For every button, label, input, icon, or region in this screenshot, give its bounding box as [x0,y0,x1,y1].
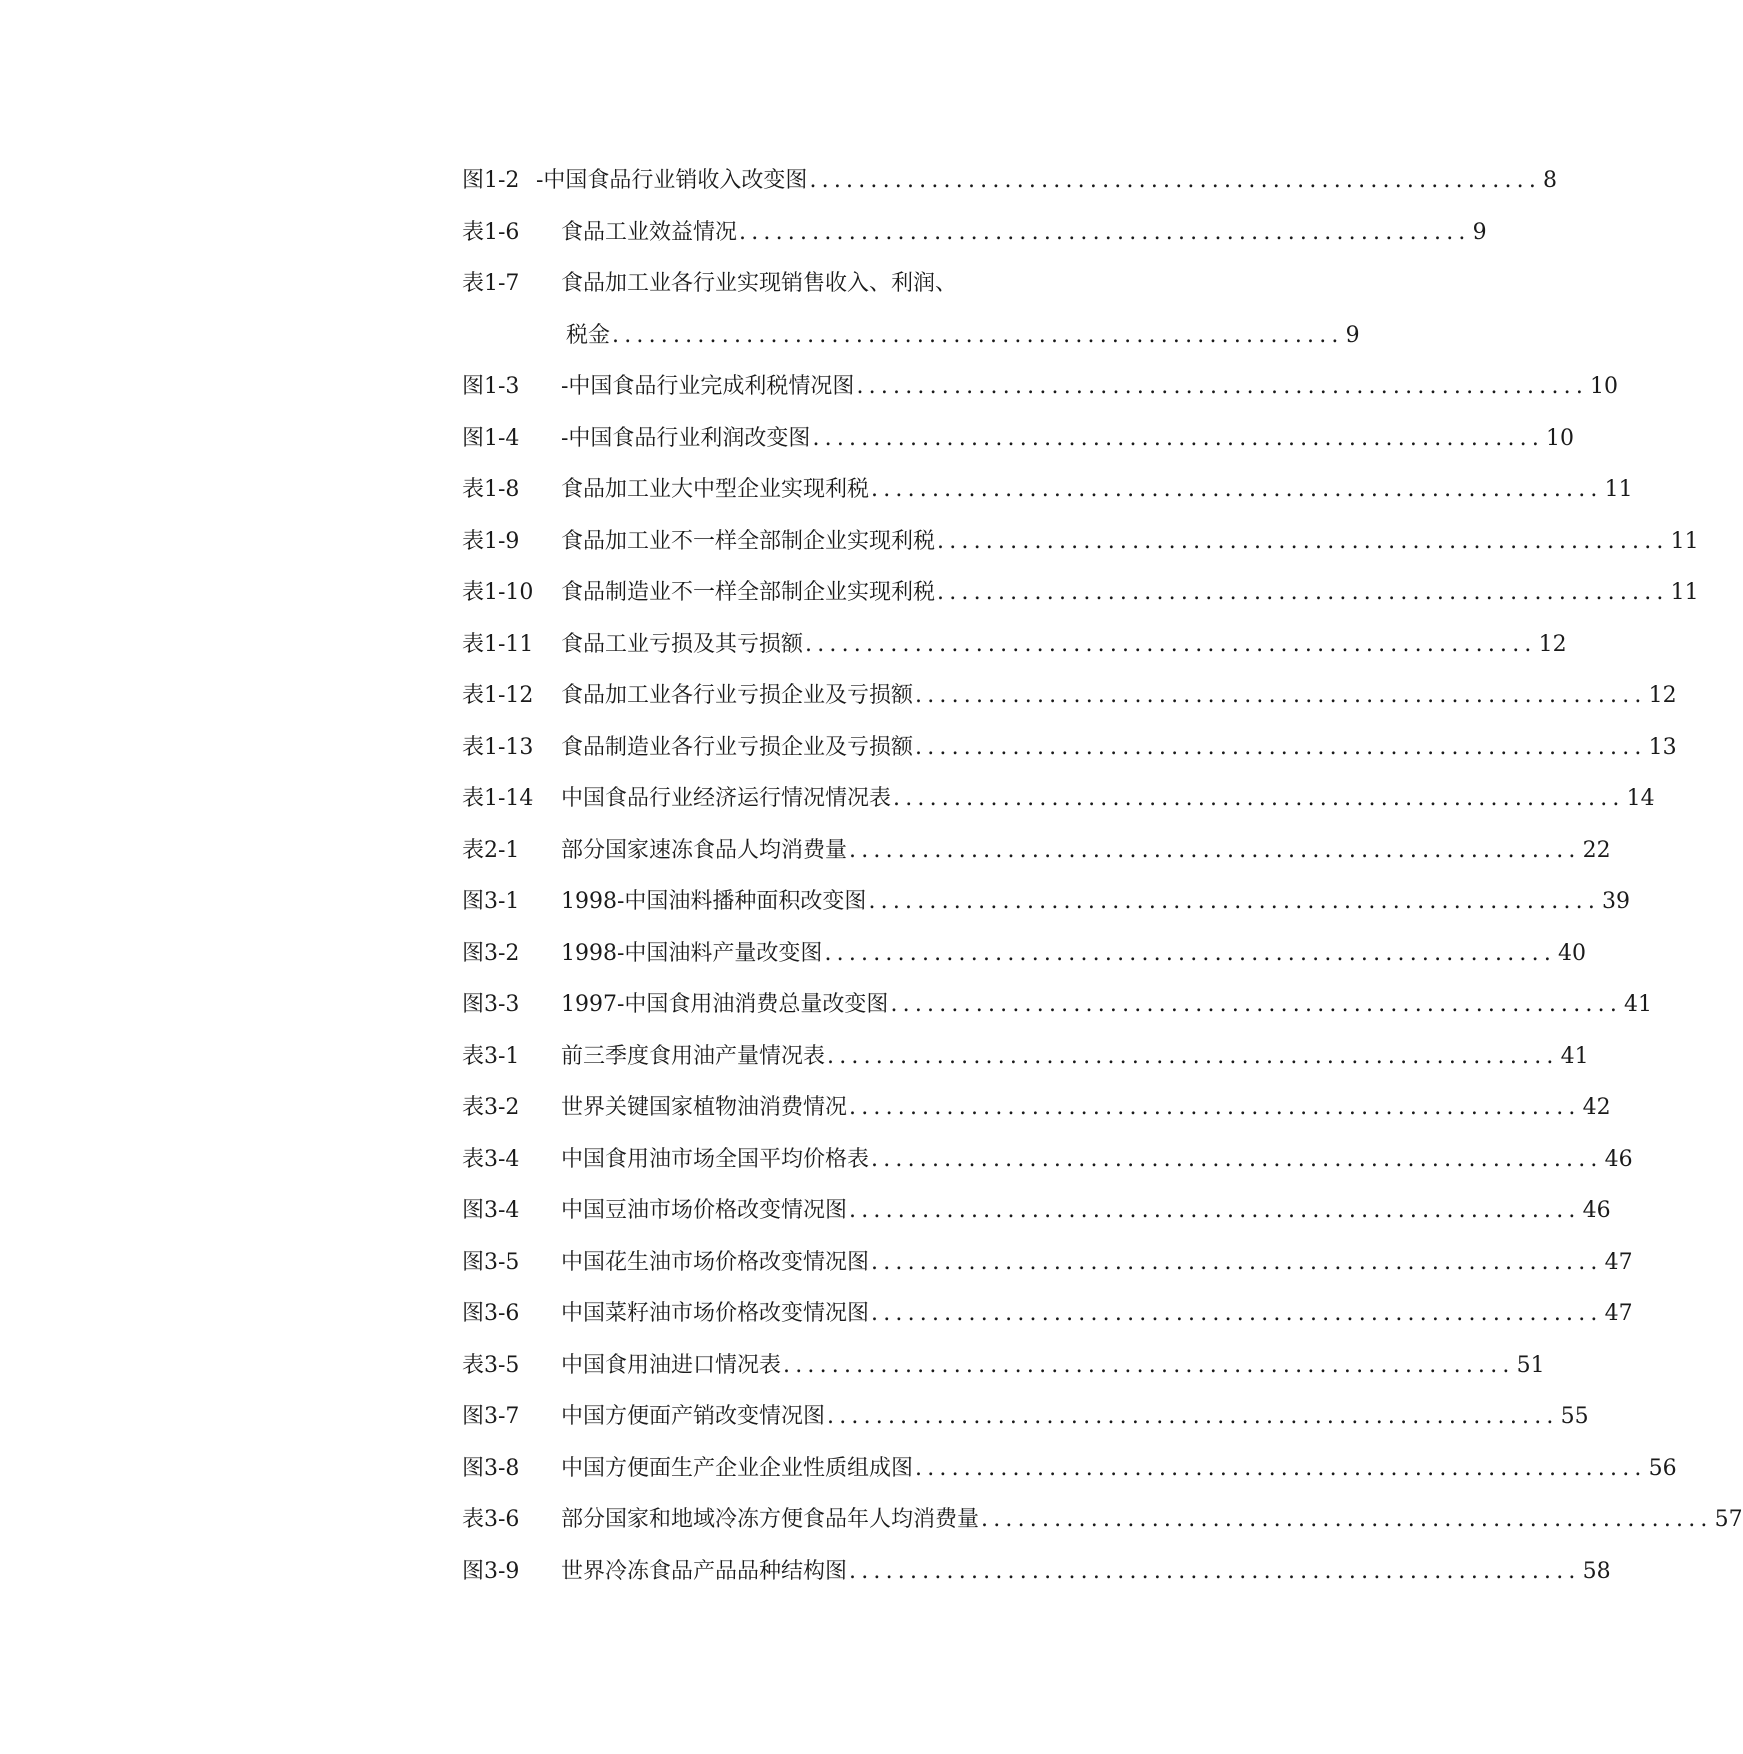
toc-title: 中国食用油市场全国平均价格表 [561,1146,870,1172]
dot-leader: ............................................................ [981,1507,1713,1532]
toc-code: 表3-2 [462,1095,520,1120]
toc-entry-text [561,683,1677,709]
toc-page-number: 13 [1648,734,1677,760]
toc-page-number: 11 [1670,528,1699,554]
toc-entry [0,786,1655,838]
dot-leader: ............................................................ [849,1198,1581,1223]
dot-leader: ............................................................ [612,322,1344,348]
toc-entry [0,322,1360,375]
toc-entry [0,683,1677,735]
toc-code: 表1-14 [462,786,534,811]
toc-title: 中国花生油市场价格改变情况图 [561,1249,870,1275]
toc-title: 食品制造业不一样全部制企业实现利税 [561,580,936,605]
toc-page-number: 10 [1546,425,1575,451]
toc-title: 1997-中国食用油消费总量改变图 [561,992,889,1017]
toc-title: 税金 [566,322,611,348]
toc-entry-text [561,1455,1677,1482]
toc-code: 图3-7 [462,1404,520,1429]
toc-entry-text [561,786,1655,812]
toc-title: 食品工业效益情况 [561,219,738,245]
toc-title: 前三季度食用油产量情况表 [561,1043,826,1069]
dot-leader: ............................................................ [849,1095,1581,1120]
toc-entry [0,271,1241,323]
toc-code: 图3-5 [462,1249,520,1275]
toc-page-number: 11 [1604,477,1633,502]
toc-title: 食品工业亏损及其亏损额 [561,631,804,657]
toc-entry [0,1404,1589,1456]
toc-entry-text [561,1404,1589,1430]
dot-leader: ............................................................ [915,1455,1647,1481]
toc-entry-text [561,837,1611,864]
toc-title: -中国食品行业销收入改变图 [536,168,808,193]
toc-entry [0,1249,1633,1302]
dot-leader: ............................................................ [856,374,1589,399]
table-of-figures [0,168,1743,1610]
toc-entry [0,168,1558,220]
toc-code: 图3-1 [462,889,520,914]
toc-entry-text [561,425,1575,452]
toc-code: 图3-8 [462,1455,520,1481]
toc-code: 表1-7 [462,271,520,296]
toc-code: 图3-9 [462,1558,520,1584]
toc-entry [0,1558,1611,1611]
toc-code: 表3-1 [462,1043,520,1069]
toc-page-number: 41 [1560,1043,1589,1069]
dot-leader: ............................................................ [849,837,1581,863]
toc-entry [0,1043,1589,1096]
toc-entry [0,1507,1743,1559]
toc-entry [0,1146,1633,1199]
toc-entry-text [566,322,1360,349]
toc-entry [0,1352,1545,1405]
toc-entry-text [561,1558,1611,1585]
toc-page-number: 39 [1602,889,1631,914]
dot-leader: ............................................................ [809,168,1542,193]
dot-leader: ............................................................ [871,1301,1603,1326]
toc-code: 表3-5 [462,1352,520,1378]
toc-code: 表1-13 [462,734,534,760]
toc-page-number: 10 [1590,374,1619,399]
toc-title: -中国食品行业利润改变图 [561,425,811,451]
toc-entry [0,940,1587,993]
toc-code: 图3-2 [462,940,520,966]
toc-title: 食品加工业各行业亏损企业及亏损额 [561,683,914,708]
toc-entry-text [561,889,1631,915]
toc-entry-text [561,374,1619,400]
toc-code: 图3-4 [462,1198,520,1223]
toc-code: 图1-2 [462,168,520,193]
toc-page-number: 56 [1648,1455,1677,1481]
toc-page-number: 55 [1560,1404,1589,1429]
toc-title: 1998-中国油料产量改变图 [561,940,823,966]
toc-entry [0,631,1567,684]
toc-entry [0,425,1575,478]
toc-entry [0,528,1699,581]
toc-title: 食品加工业不一样全部制企业实现利税 [561,528,936,554]
dot-leader: ............................................................ [915,734,1647,760]
toc-entry-text [561,1146,1633,1173]
toc-title: 中国方便面生产企业企业性质组成图 [561,1455,914,1481]
toc-entry [0,889,1631,941]
toc-title: 部分国家速冻食品人均消费量 [561,837,848,863]
toc-entry-text [536,168,1558,194]
toc-entry [0,1095,1611,1147]
dot-leader: ............................................................ [827,1404,1559,1429]
toc-page-number: 57 [1714,1507,1743,1532]
toc-code: 表2-1 [462,837,520,863]
dot-leader: ............................................................ [824,940,1557,966]
toc-entry [0,477,1633,529]
toc-code: 表1-9 [462,528,520,554]
toc-page-number: 14 [1626,786,1655,811]
dot-leader: ............................................................ [849,1558,1581,1584]
toc-entry-text [561,528,1699,555]
toc-code: 表1-8 [462,477,520,502]
toc-code: 表1-6 [462,219,520,245]
toc-entry [0,1301,1633,1353]
toc-page-number: 47 [1604,1249,1633,1275]
toc-page-number: 12 [1538,631,1567,657]
toc-code: 表1-12 [462,683,534,708]
toc-entry-text [561,477,1633,503]
toc-code: 图3-6 [462,1301,520,1326]
toc-entry [0,219,1487,272]
toc-page-number: 47 [1604,1301,1633,1326]
toc-entry-text [561,271,1121,297]
dot-leader: ............................................................ [871,477,1603,502]
toc-entry [0,374,1619,426]
toc-code: 图1-3 [462,374,520,399]
toc-title: 中国方便面产销改变情况图 [561,1404,826,1429]
toc-code: 表1-11 [462,631,534,657]
toc-entry-text [561,992,1653,1018]
toc-entry-text [561,1352,1545,1379]
toc-title: 世界冷冻食品产品品种结构图 [561,1558,848,1584]
dot-leader: ............................................................ [805,631,1537,657]
toc-title: 中国食品行业经济运行情况情况表 [561,786,892,811]
dot-leader: ............................................................ [827,1043,1559,1069]
toc-entry [0,837,1611,890]
toc-entry [0,1198,1611,1250]
dot-leader: ............................................................ [739,219,1471,245]
toc-entry-text [561,1198,1611,1224]
toc-page-number: 46 [1582,1198,1611,1223]
toc-page-number: 42 [1582,1095,1611,1120]
toc-page-number: 8 [1543,168,1558,193]
dot-leader: ............................................................ [783,1352,1515,1378]
toc-entry-text [561,580,1699,606]
toc-page-number: 58 [1582,1558,1611,1584]
dot-leader: ............................................................ [937,528,1669,554]
toc-page-number: 51 [1516,1352,1545,1378]
toc-entry-text [561,1301,1633,1327]
dot-leader: ............................................................ [871,1146,1603,1172]
toc-entry [0,734,1677,787]
toc-title: 1998-中国油料播种面积改变图 [561,889,867,914]
toc-title: 世界关键国家植物油消费情况 [561,1095,848,1120]
dot-leader: ............................................................ [871,1249,1603,1275]
toc-title: -中国食品行业完成利税情况图 [561,374,855,399]
dot-leader: ............................................................ [812,425,1545,451]
dot-leader: ............................................................ [868,889,1601,914]
toc-title: 中国食用油进口情况表 [561,1352,782,1378]
toc-page-number: 9 [1472,219,1487,245]
toc-code: 图3-3 [462,992,520,1017]
toc-entry-text [561,631,1567,658]
toc-entry-text [561,940,1587,967]
toc-code: 表3-4 [462,1146,520,1172]
toc-page-number: 22 [1582,837,1611,863]
toc-entry [0,1455,1677,1508]
toc-entry-text [561,219,1487,246]
toc-page-number: 9 [1345,322,1360,348]
toc-entry-text [561,1507,1743,1533]
dot-leader: ............................................................ [890,992,1623,1017]
toc-page-number: 46 [1604,1146,1633,1172]
toc-page-number: 12 [1648,683,1677,708]
toc-code: 表3-6 [462,1507,520,1532]
dot-leader: ............................................................ [893,786,1625,811]
dot-leader: ............................................................ [915,683,1647,708]
toc-code: 表1-10 [462,580,534,605]
toc-title: 部分国家和地域冷冻方便食品年人均消费量 [561,1507,980,1532]
toc-title: 中国菜籽油市场价格改变情况图 [561,1301,870,1326]
toc-title: 食品制造业各行业亏损企业及亏损额 [561,734,914,760]
toc-title: 中国豆油市场价格改变情况图 [561,1198,848,1223]
toc-entry-text [561,734,1677,761]
toc-entry [0,992,1653,1044]
toc-entry-text [561,1095,1611,1121]
toc-page-number: 11 [1670,580,1699,605]
toc-entry-text [561,1249,1633,1276]
toc-code: 图1-4 [462,425,520,451]
toc-title: 食品加工业各行业实现销售收入、利润、 [561,271,958,296]
dot-leader: ............................................................ [937,580,1669,605]
toc-page-number: 40 [1558,940,1587,966]
toc-page-number: 41 [1624,992,1653,1017]
toc-entry [0,580,1699,632]
toc-entry-text [561,1043,1589,1070]
toc-title: 食品加工业大中型企业实现利税 [561,477,870,502]
